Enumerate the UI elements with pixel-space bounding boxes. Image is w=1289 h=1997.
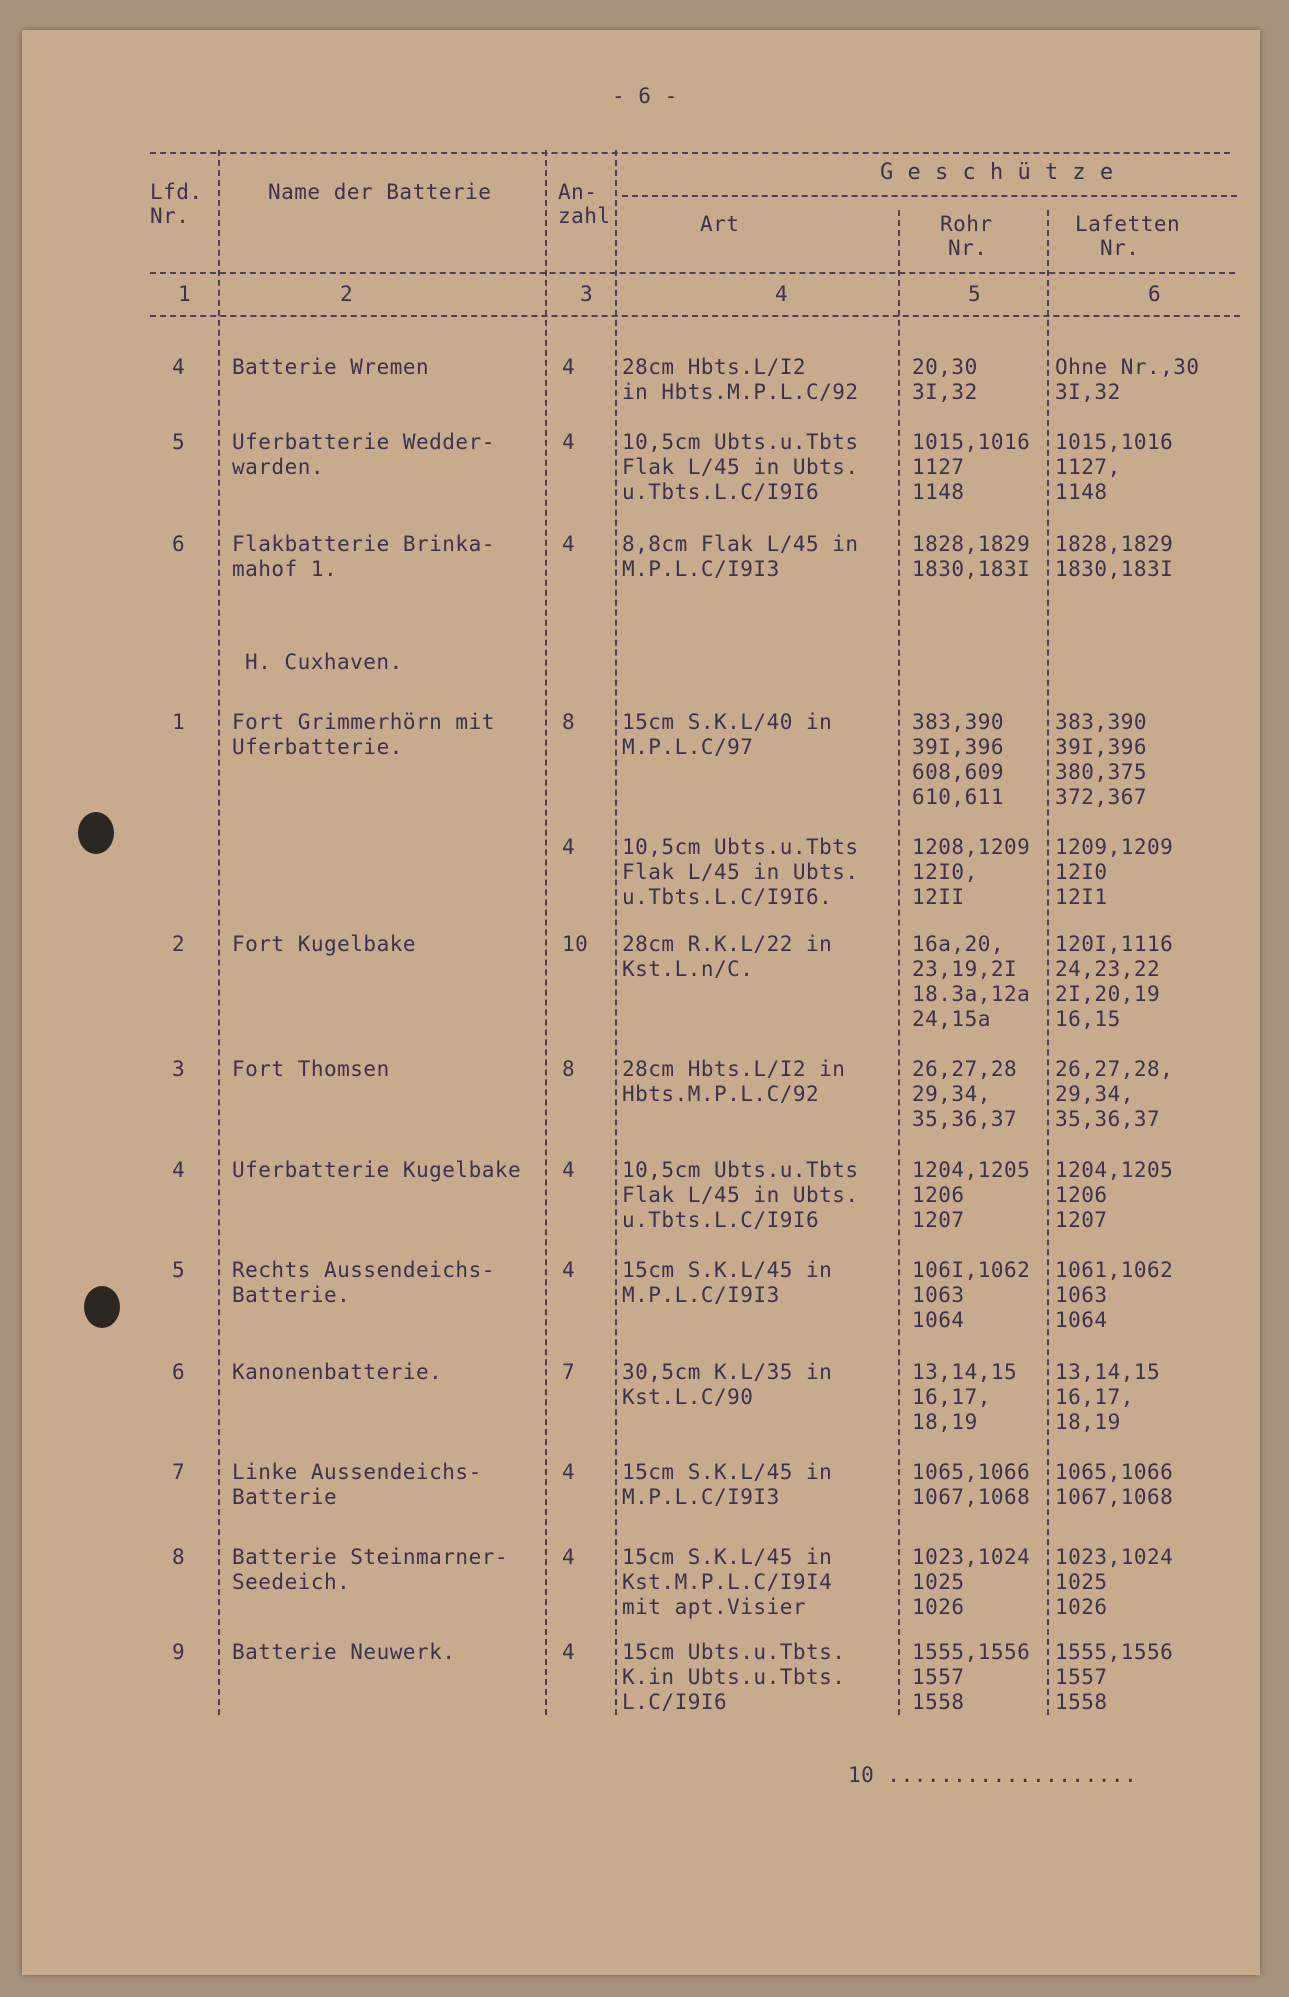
row-3-rohr-nr: 1830,183I [912,557,1031,581]
row-6-lfd-nr: 2 [172,932,186,956]
row-11-lfd-nr: 7 [172,1460,186,1484]
row-6-rohr-nr: 18.3a,12a [912,982,1031,1006]
row-10-art: 30,5cm K.L/35 in [622,1360,833,1384]
row-7-rohr-nr: 35,36,37 [912,1107,1018,1131]
row-6-rohr-nr: 24,15a [912,1007,991,1031]
row-5-art: 10,5cm Ubts.u.Tbts [622,835,859,859]
column-number-3: 3 [580,282,594,306]
row-6-lafetten-nr: 120I,1116 [1055,932,1174,956]
section-heading-cuxhaven: H. Cuxhaven. [245,650,403,674]
row-11-art: M.P.L.C/I9I3 [622,1485,780,1509]
row-6-lafetten-nr: 2I,20,19 [1055,982,1161,1006]
row-12-name: Seedeich. [232,1570,351,1594]
row-9-rohr-nr: 1063 [912,1283,965,1307]
row-9-name: Batterie. [232,1283,351,1307]
row-1-rohr-nr: 3I,32 [912,380,978,404]
row-10-lafetten-nr: 18,19 [1055,1410,1121,1434]
column-number-6: 6 [1148,282,1162,306]
row-1-lafetten-nr: Ohne Nr.,30 [1055,355,1200,379]
row-8-rohr-nr: 1207 [912,1208,965,1232]
row-2-art: Flak L/45 in Ubts. [622,455,859,479]
row-1-lfd-nr: 4 [172,355,186,379]
punch-hole [84,1286,120,1328]
row-4-rohr-nr: 610,611 [912,785,1005,809]
row-12-art: Kst.M.P.L.C/I9I4 [622,1570,833,1594]
row-4-art: 15cm S.K.L/40 in [622,710,833,734]
row-5-art: u.Tbts.L.C/I9I6. [622,885,833,909]
col-sep-4 [898,210,900,1715]
row-11-anzahl: 4 [562,1460,576,1484]
row-5-art: Flak L/45 in Ubts. [622,860,859,884]
row-5-lafetten-nr: 12I0 [1055,860,1108,884]
row-13-lafetten-nr: 1555,1556 [1055,1640,1174,1664]
row-10-lfd-nr: 6 [172,1360,186,1384]
row-11-name: Linke Aussendeichs- [232,1460,482,1484]
row-9-rohr-nr: 106I,1062 [912,1258,1031,1282]
footer-continuation: 10 ................... [848,1763,1138,1787]
col-sep-5 [1047,210,1049,1715]
row-5-lafetten-nr: 1209,1209 [1055,835,1174,859]
row-12-lafetten-nr: 1025 [1055,1570,1108,1594]
row-2-lafetten-nr: 1015,1016 [1055,430,1174,454]
row-8-name: Uferbatterie Kugelbake [232,1158,522,1182]
row-2-rohr-nr: 1148 [912,480,965,504]
row-7-art: Hbts.M.P.L.C/92 [622,1082,820,1106]
row-13-art: L.C/I9I6 [622,1690,728,1714]
row-6-name: Fort Kugelbake [232,932,417,956]
row-11-name: Batterie [232,1485,338,1509]
row-13-art: K.in Ubts.u.Tbts. [622,1665,846,1689]
row-4-rohr-nr: 383,390 [912,710,1005,734]
row-6-art: 28cm R.K.L/22 in [622,932,833,956]
row-2-lfd-nr: 5 [172,430,186,454]
row-2-lafetten-nr: 1148 [1055,480,1108,504]
row-11-rohr-nr: 1065,1066 [912,1460,1031,1484]
page-number: - 6 - [612,84,678,108]
row-9-name: Rechts Aussendeichs- [232,1258,495,1282]
row-13-name: Batterie Neuwerk. [232,1640,456,1664]
row-7-lafetten-nr: 26,27,28, [1055,1057,1174,1081]
row-4-rohr-nr: 39I,396 [912,735,1005,759]
row-11-art: 15cm S.K.L/45 in [622,1460,833,1484]
header-name: Name der Batterie [268,180,492,204]
row-10-rohr-nr: 16,17, [912,1385,991,1409]
row-9-lfd-nr: 5 [172,1258,186,1282]
column-number-4: 4 [775,282,789,306]
row-13-lafetten-nr: 1558 [1055,1690,1108,1714]
punch-hole [78,812,114,854]
row-8-art: u.Tbts.L.C/I9I6 [622,1208,820,1232]
column-number-5: 5 [968,282,982,306]
row-12-lafetten-nr: 1023,1024 [1055,1545,1174,1569]
header-bottom-rule [150,315,1240,317]
row-13-lafetten-nr: 1557 [1055,1665,1108,1689]
row-4-lafetten-nr: 380,375 [1055,760,1148,784]
row-2-lafetten-nr: 1127, [1055,455,1121,479]
row-4-rohr-nr: 608,609 [912,760,1005,784]
row-4-name: Fort Grimmerhörn mit [232,710,495,734]
row-13-anzahl: 4 [562,1640,576,1664]
row-8-art: Flak L/45 in Ubts. [622,1183,859,1207]
column-number-2: 2 [340,282,354,306]
row-11-rohr-nr: 1067,1068 [912,1485,1031,1509]
row-12-rohr-nr: 1023,1024 [912,1545,1031,1569]
row-10-lafetten-nr: 13,14,15 [1055,1360,1161,1384]
row-10-name: Kanonenbatterie. [232,1360,443,1384]
row-12-rohr-nr: 1026 [912,1595,965,1619]
row-9-anzahl: 4 [562,1258,576,1282]
row-10-lafetten-nr: 16,17, [1055,1385,1134,1409]
row-3-name: mahof 1. [232,557,338,581]
header-anzahl-2: zahl [558,204,611,228]
header-art: Art [700,212,740,236]
row-3-lafetten-nr: 1830,183I [1055,557,1174,581]
row-2-rohr-nr: 1127 [912,455,965,479]
row-13-rohr-nr: 1557 [912,1665,965,1689]
row-12-rohr-nr: 1025 [912,1570,965,1594]
row-6-art: Kst.L.n/C. [622,957,754,981]
row-13-art: 15cm Ubts.u.Tbts. [622,1640,846,1664]
row-1-art: in Hbts.M.P.L.C/92 [622,380,859,404]
row-10-art: Kst.L.C/90 [622,1385,754,1409]
header-rohr: Rohr [940,212,993,236]
row-2-rohr-nr: 1015,1016 [912,430,1031,454]
row-6-rohr-nr: 23,19,2I [912,957,1018,981]
row-4-lafetten-nr: 383,390 [1055,710,1148,734]
row-3-lafetten-nr: 1828,1829 [1055,532,1174,556]
header-nr: Nr. [150,204,190,228]
row-7-lfd-nr: 3 [172,1057,186,1081]
row-1-name: Batterie Wremen [232,355,430,379]
row-6-lafetten-nr: 24,23,22 [1055,957,1161,981]
row-13-rohr-nr: 1555,1556 [912,1640,1031,1664]
col-sep-2 [545,150,547,1715]
row-2-art: 10,5cm Ubts.u.Tbts [622,430,859,454]
row-12-anzahl: 4 [562,1545,576,1569]
row-12-lfd-nr: 8 [172,1545,186,1569]
row-8-lfd-nr: 4 [172,1158,186,1182]
row-12-lafetten-nr: 1026 [1055,1595,1108,1619]
col-sep-3 [615,150,617,1715]
header-mid-rule [150,272,1235,274]
row-9-lafetten-nr: 1063 [1055,1283,1108,1307]
row-1-rohr-nr: 20,30 [912,355,978,379]
geschuetze-rule [622,195,1237,197]
row-7-art: 28cm Hbts.L/I2 in [622,1057,846,1081]
row-7-name: Fort Thomsen [232,1057,390,1081]
row-4-anzahl: 8 [562,710,576,734]
row-1-lafetten-nr: 3I,32 [1055,380,1121,404]
row-9-lafetten-nr: 1064 [1055,1308,1108,1332]
header-geschuetze: G e s c h ü t z e [880,160,1114,185]
row-5-lafetten-nr: 12I1 [1055,885,1108,909]
row-9-art: M.P.L.C/I9I3 [622,1283,780,1307]
row-13-rohr-nr: 1558 [912,1690,965,1714]
row-10-rohr-nr: 13,14,15 [912,1360,1018,1384]
row-6-lafetten-nr: 16,15 [1055,1007,1121,1031]
row-4-lafetten-nr: 39I,396 [1055,735,1148,759]
row-12-art: mit apt.Visier [622,1595,807,1619]
row-7-rohr-nr: 26,27,28 [912,1057,1018,1081]
header-top-rule [150,152,1230,154]
row-8-anzahl: 4 [562,1158,576,1182]
row-2-anzahl: 4 [562,430,576,454]
header-lafetten-nr: Nr. [1100,236,1140,260]
row-1-art: 28cm Hbts.L/I2 [622,355,807,379]
row-5-rohr-nr: 1208,1209 [912,835,1031,859]
row-3-name: Flakbatterie Brinka- [232,532,495,556]
row-10-rohr-nr: 18,19 [912,1410,978,1434]
row-11-lafetten-nr: 1067,1068 [1055,1485,1174,1509]
row-2-name: warden. [232,455,325,479]
row-4-lfd-nr: 1 [172,710,186,734]
column-number-1: 1 [178,282,192,306]
row-3-lfd-nr: 6 [172,532,186,556]
row-2-name: Uferbatterie Wedder- [232,430,495,454]
row-8-art: 10,5cm Ubts.u.Tbts [622,1158,859,1182]
row-13-lfd-nr: 9 [172,1640,186,1664]
col-sep-1 [218,150,220,1715]
row-3-rohr-nr: 1828,1829 [912,532,1031,556]
row-5-rohr-nr: 12I0, [912,860,978,884]
row-3-art: 8,8cm Flak L/45 in [622,532,859,556]
header-rohr-nr: Nr. [948,236,988,260]
row-6-anzahl: 10 [562,932,589,956]
row-3-anzahl: 4 [562,532,576,556]
header-anzahl-1: An- [558,180,598,204]
row-7-lafetten-nr: 29,34, [1055,1082,1134,1106]
row-9-art: 15cm S.K.L/45 in [622,1258,833,1282]
row-10-anzahl: 7 [562,1360,576,1384]
row-11-lafetten-nr: 1065,1066 [1055,1460,1174,1484]
row-7-anzahl: 8 [562,1057,576,1081]
row-8-rohr-nr: 1204,1205 [912,1158,1031,1182]
row-4-name: Uferbatterie. [232,735,403,759]
row-5-anzahl: 4 [562,835,576,859]
row-8-rohr-nr: 1206 [912,1183,965,1207]
row-6-rohr-nr: 16a,20, [912,932,1005,956]
row-4-lafetten-nr: 372,367 [1055,785,1148,809]
row-1-anzahl: 4 [562,355,576,379]
row-2-art: u.Tbts.L.C/I9I6 [622,480,820,504]
row-9-lafetten-nr: 1061,1062 [1055,1258,1174,1282]
row-9-rohr-nr: 1064 [912,1308,965,1332]
row-12-name: Batterie Steinmarner- [232,1545,509,1569]
row-12-art: 15cm S.K.L/45 in [622,1545,833,1569]
row-8-lafetten-nr: 1204,1205 [1055,1158,1174,1182]
row-7-rohr-nr: 29,34, [912,1082,991,1106]
header-lfd: Lfd. [150,180,203,204]
row-8-lafetten-nr: 1206 [1055,1183,1108,1207]
row-5-rohr-nr: 12II [912,885,965,909]
header-lafetten: Lafetten [1075,212,1181,236]
row-8-lafetten-nr: 1207 [1055,1208,1108,1232]
row-3-art: M.P.L.C/I9I3 [622,557,780,581]
row-7-lafetten-nr: 35,36,37 [1055,1107,1161,1131]
row-4-art: M.P.L.C/97 [622,735,754,759]
